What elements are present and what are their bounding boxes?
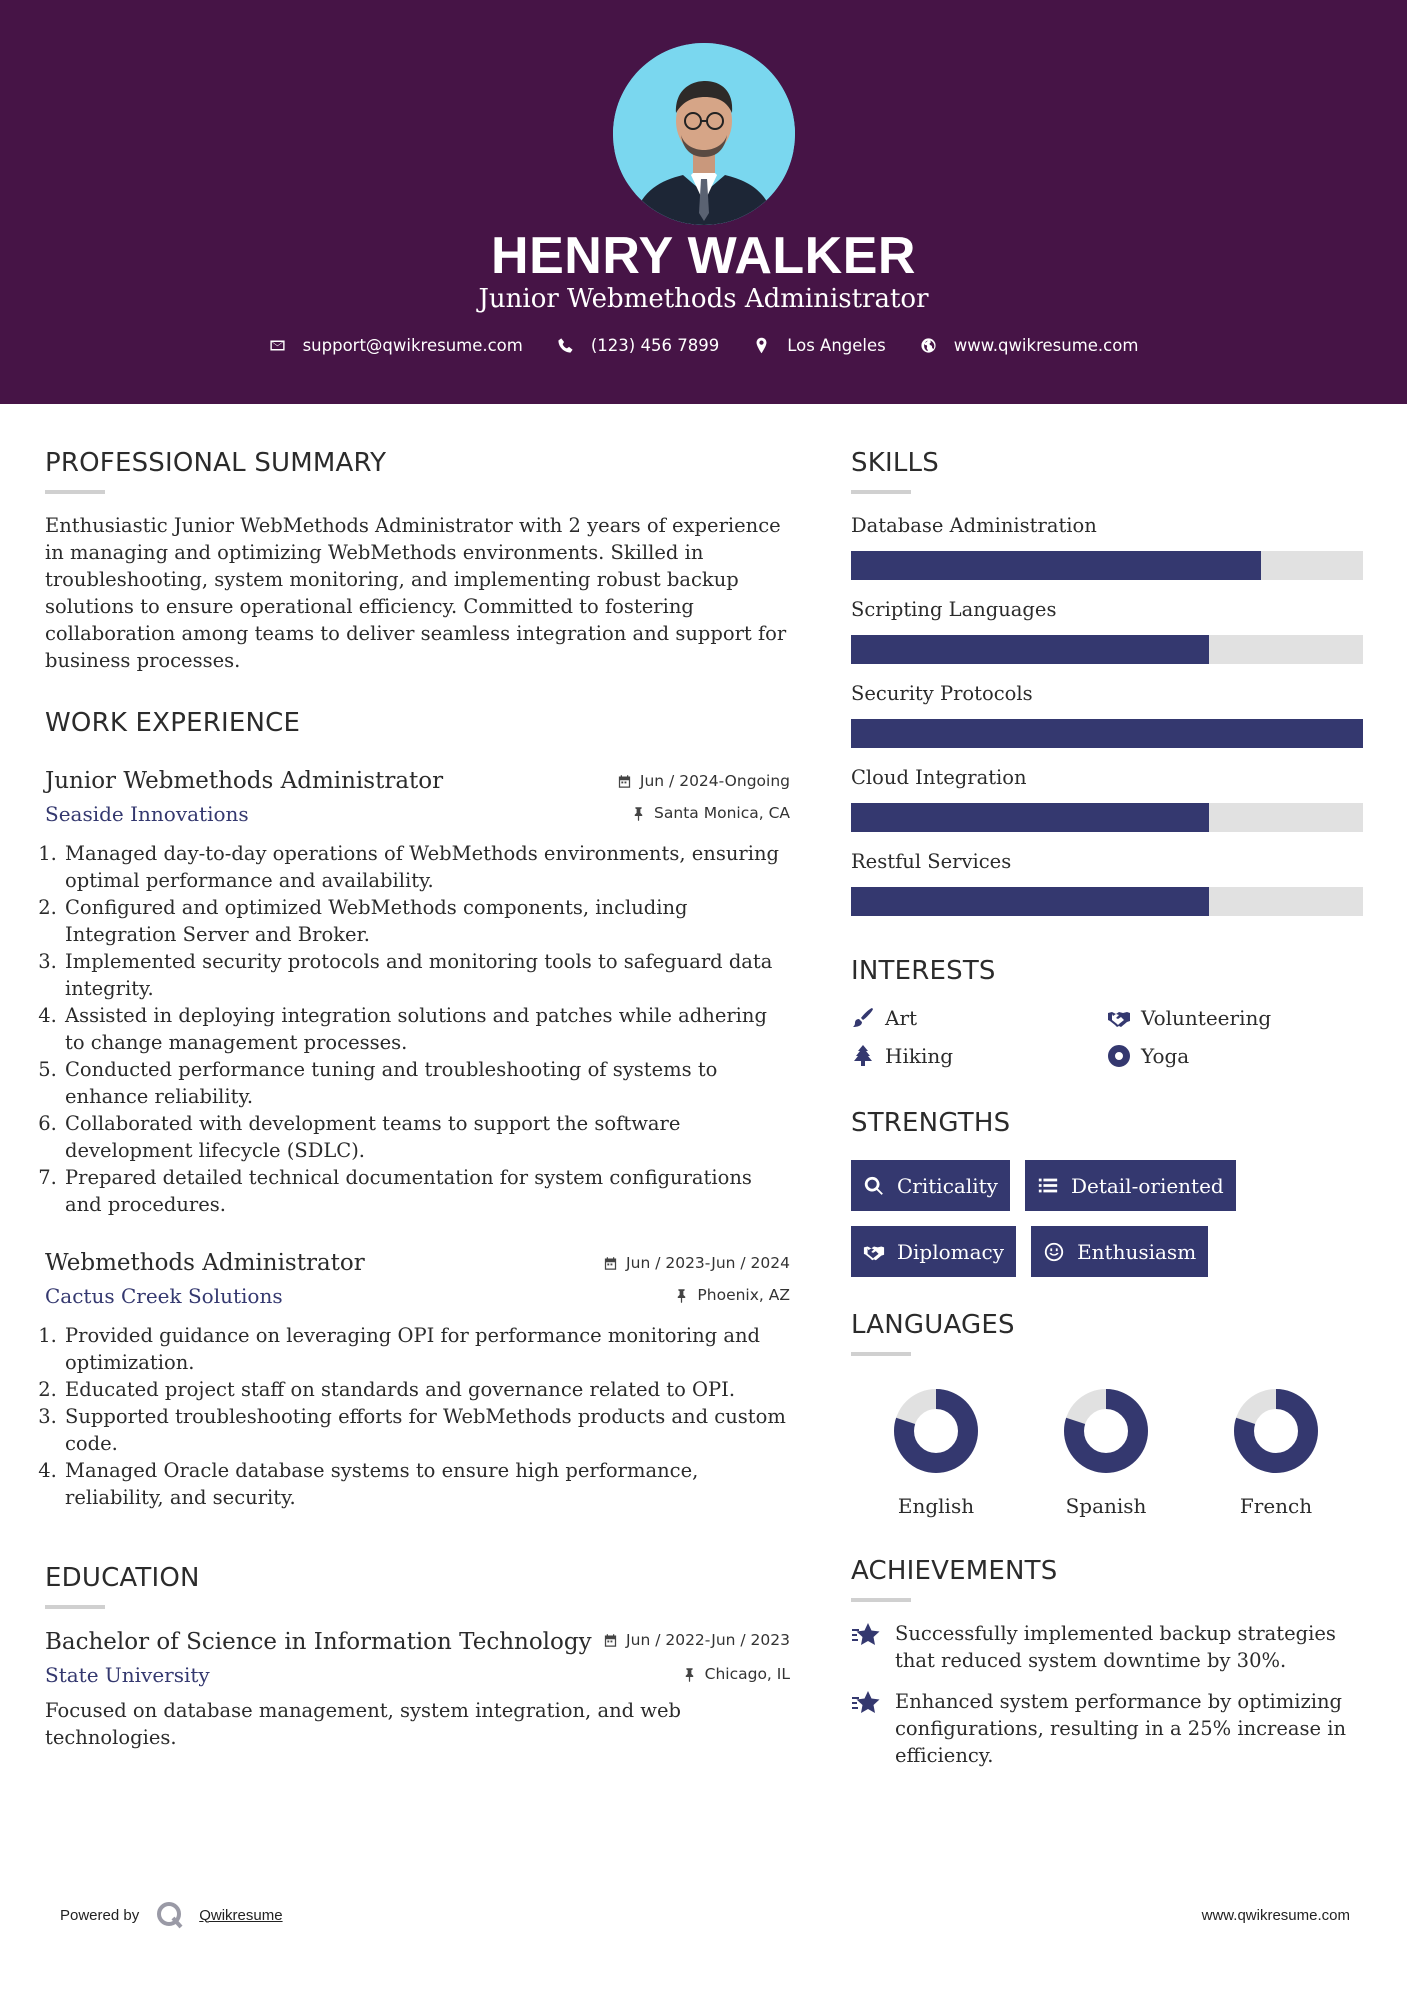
section-title: PROFESSIONAL SUMMARY (45, 448, 387, 478)
skill-bar-fill (851, 635, 1209, 664)
interest-item (1107, 1006, 1363, 1030)
skill-bar-fill (851, 803, 1209, 832)
calendar-icon (603, 1633, 618, 1648)
strength-label: Detail-oriented (1070, 1173, 1224, 1198)
education-header (45, 1629, 790, 1655)
contact-bar (0, 336, 1407, 355)
achievement-item (851, 1688, 1363, 1769)
skill-name: Scripting Languages (851, 598, 1057, 621)
language-label: English (897, 1494, 975, 1518)
skill-item (851, 598, 1363, 664)
search-icon (863, 1175, 885, 1197)
skill-item (851, 682, 1363, 748)
job-dates-text: Jun / 2024-Ongoing (639, 772, 790, 790)
strength-chip (851, 1226, 1016, 1277)
list-item: 6. Collaborated with development teams to support the software development lifecycle (SDLC). (63, 1110, 790, 1164)
skill-bar-track (851, 551, 1363, 580)
skill-name: Restful Services (851, 850, 1012, 873)
job-dates (617, 772, 790, 790)
language-item (1021, 1386, 1191, 1518)
experience-section (45, 708, 790, 1511)
job-subheader (45, 1284, 790, 1308)
language-item (1191, 1386, 1361, 1518)
pushpin-icon (674, 1288, 689, 1303)
phone-text: (123) 456 7899 (590, 336, 720, 355)
education-description: Focused on database management, system integration, and web technologies. (45, 1699, 682, 1749)
skill-item (851, 850, 1363, 916)
paintbrush-icon (851, 1006, 875, 1030)
job-subheader (45, 802, 790, 826)
degree-title: Bachelor of Science in Information Technology (45, 1629, 592, 1655)
list-item: 1. Provided guidance on leveraging OPI for performance monitoring and optimization. (63, 1322, 790, 1376)
language-label: French (1239, 1494, 1313, 1518)
calendar-icon (617, 774, 632, 789)
left-column (45, 448, 790, 1751)
qwikresume-logo-icon (155, 1900, 185, 1930)
map-pin-icon (753, 337, 770, 354)
language-donut (1231, 1386, 1321, 1476)
candidate-name: HENRY WALKER (491, 227, 916, 285)
education-subheader (45, 1663, 790, 1687)
skill-bar-track (851, 887, 1363, 916)
strength-chip (851, 1160, 1010, 1211)
language-label: Spanish (1065, 1494, 1147, 1518)
achievement-text: Enhanced system performance by optimizing configurations, resulting in a 25% increase in efficiency. (895, 1690, 1347, 1767)
education-location-text: Chicago, IL (704, 1665, 790, 1683)
strength-label: Criticality (897, 1173, 998, 1198)
strengths-section (851, 1108, 1363, 1292)
list-item: 7. Prepared detailed technical documentation for system configurations and procedures. (63, 1164, 790, 1218)
job-duties (45, 840, 790, 1218)
star-icon (851, 1690, 881, 1718)
interest-label: Art (885, 1006, 918, 1030)
section-divider (851, 490, 911, 494)
job-dates-text: Jun / 2023-Jun / 2024 (626, 1254, 790, 1272)
skill-bar-fill (851, 551, 1261, 580)
section-divider (45, 1605, 105, 1609)
job-entry (45, 1250, 790, 1511)
skill-bar-track (851, 635, 1363, 664)
skill-name: Database Administration (851, 514, 1097, 537)
section-divider (851, 1598, 911, 1602)
list-item: 4. Assisted in deploying integration solutions and patches while adhering to change management processes. (63, 1002, 790, 1056)
language-donut (1061, 1386, 1151, 1476)
interests-section (851, 956, 1363, 1068)
achievement-item (851, 1620, 1363, 1674)
pushpin-icon (631, 806, 646, 821)
brand-link[interactable]: Qwikresume (199, 1906, 283, 1924)
job-header (45, 768, 790, 794)
job-title: Webmethods Administrator (45, 1250, 365, 1276)
section-title: WORK EXPERIENCE (45, 708, 301, 738)
job-dates (603, 1254, 790, 1272)
skill-name: Cloud Integration (851, 766, 1027, 789)
language-list (851, 1386, 1363, 1518)
avatar (613, 43, 795, 225)
summary-section (45, 448, 790, 674)
tree-icon (851, 1044, 875, 1068)
smile-icon (1043, 1241, 1065, 1263)
education-dates (603, 1631, 790, 1649)
skill-bar-fill (851, 719, 1363, 748)
job-location (631, 804, 790, 822)
language-item (851, 1386, 1021, 1518)
skill-bar-track (851, 719, 1363, 748)
section-title: LANGUAGES (851, 1310, 1015, 1340)
skills-list (851, 514, 1363, 916)
powered-by-label: Powered by (60, 1906, 140, 1924)
job-duties (45, 1322, 790, 1511)
skills-section (851, 448, 1363, 916)
contact-website[interactable] (920, 336, 1139, 355)
achievement-text: Successfully implemented backup strategies that reduced system downtime by 30%. (895, 1622, 1336, 1672)
job-location (674, 1286, 790, 1304)
contact-phone[interactable] (557, 336, 719, 355)
section-title: ACHIEVEMENTS (851, 1556, 1058, 1586)
email-text: support@qwikresume.com (302, 336, 523, 355)
interest-item (1107, 1044, 1363, 1068)
interest-label: Yoga (1141, 1044, 1190, 1068)
skill-item (851, 766, 1363, 832)
job-title: Junior Webmethods Administrator (45, 768, 444, 794)
section-title: EDUCATION (45, 1563, 200, 1593)
candidate-title: Junior Webmethods Administrator (478, 284, 929, 314)
job-location-text: Santa Monica, CA (654, 804, 790, 822)
star-icon (851, 1622, 881, 1650)
list-item: 4. Managed Oracle database systems to ensure high performance, reliability, and security. (63, 1457, 790, 1511)
education-entry (45, 1629, 790, 1751)
languages-section (851, 1310, 1363, 1518)
summary-text: Enthusiastic Junior WebMethods Administrator with 2 years of experience in managing and optimizing WebMethods environments. Skilled in troubleshooting, system monitoring, and implementing robust backup solutions to ensure operational efficiency. Committed to fostering collaboration among teams to deliver seamless integration and support for business processes. (45, 514, 787, 672)
footer-website[interactable]: www.qwikresume.com (1201, 1906, 1350, 1924)
company-name: Cactus Creek Solutions (45, 1284, 283, 1308)
interest-item (851, 1044, 1107, 1068)
section-title: SKILLS (851, 448, 939, 478)
handshake-icon (863, 1241, 885, 1263)
job-location-text: Phoenix, AZ (697, 1286, 790, 1304)
website-text: www.qwikresume.com (953, 336, 1139, 355)
education-dates-text: Jun / 2022-Jun / 2023 (626, 1631, 790, 1649)
job-entry (45, 768, 790, 1218)
calendar-icon (603, 1256, 618, 1271)
interest-label: Volunteering (1141, 1006, 1272, 1030)
education-location (682, 1665, 790, 1683)
company-name: Seaside Innovations (45, 802, 249, 826)
skill-name: Security Protocols (851, 682, 1033, 705)
interest-label: Hiking (885, 1044, 954, 1068)
list-icon (1037, 1175, 1059, 1197)
lifering-icon (1107, 1044, 1131, 1068)
list-item: 2. Configured and optimized WebMethods components, including Integration Server and Broker. (63, 894, 790, 948)
profile-photo (613, 43, 795, 225)
globe-icon (920, 337, 937, 354)
page-footer (60, 1895, 1350, 1935)
strength-label: Enthusiasm (1077, 1239, 1197, 1264)
section-divider (851, 1352, 911, 1356)
right-column (851, 448, 1363, 1769)
interests-grid (851, 1006, 1363, 1068)
envelope-icon (269, 337, 286, 354)
education-section (45, 1563, 790, 1751)
list-item: 5. Conducted performance tuning and troubleshooting of systems to enhance reliability. (63, 1056, 790, 1110)
strength-label: Diplomacy (897, 1239, 1005, 1264)
skill-bar-track (851, 803, 1363, 832)
list-item: 1. Managed day-to-day operations of WebMethods environments, ensuring optimal performance and availability. (63, 840, 790, 894)
list-item: 3. Supported troubleshooting efforts for WebMethods products and custom code. (63, 1403, 790, 1457)
strength-chip (1031, 1226, 1208, 1277)
contact-email[interactable] (269, 336, 523, 355)
location-text: Los Angeles (787, 336, 886, 355)
resume-header (0, 0, 1407, 404)
strength-chip (1025, 1160, 1236, 1211)
skill-bar-fill (851, 887, 1209, 916)
achievements-section (851, 1556, 1363, 1769)
list-item: 2. Educated project staff on standards and governance related to OPI. (63, 1376, 790, 1403)
pushpin-icon (682, 1667, 697, 1682)
list-item: 3. Implemented security protocols and monitoring tools to safeguard data integrity. (63, 948, 790, 1002)
section-title: INTERESTS (851, 956, 996, 986)
contact-location (753, 336, 886, 355)
phone-icon (557, 337, 574, 354)
powered-by (60, 1900, 283, 1930)
job-header (45, 1250, 790, 1276)
handshake-icon (1107, 1006, 1131, 1030)
interest-item (851, 1006, 1107, 1030)
section-divider (45, 490, 105, 494)
section-title: STRENGTHS (851, 1108, 1011, 1138)
school-name: State University (45, 1663, 210, 1687)
strength-chips (851, 1160, 1363, 1292)
skill-item (851, 514, 1363, 580)
language-donut (891, 1386, 981, 1476)
